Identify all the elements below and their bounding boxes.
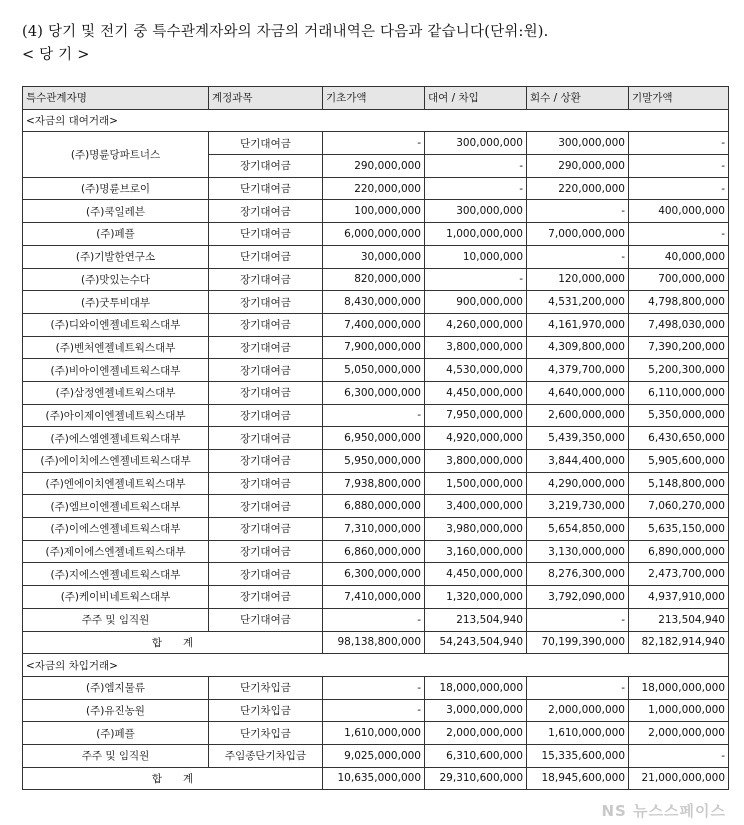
collect-value: 300,000,000	[527, 132, 629, 155]
party-name: (주)굿투비대부	[23, 291, 209, 314]
party-name: (주)삼정엔젤네트웍스대부	[23, 381, 209, 404]
account-name: 장기대여금	[209, 495, 323, 518]
party-name: (주)에이치에스엔젤네트웍스대부	[23, 450, 209, 473]
account-name: 단기대여금	[209, 223, 323, 246]
party-name: (주)엠지물류	[23, 676, 209, 699]
publisher-watermark: NS 뉴스스페이스	[601, 802, 726, 820]
total-lend: 54,243,504,940	[425, 631, 527, 654]
table-row	[23, 200, 729, 223]
beginning-value: 7,310,000,000	[323, 518, 425, 541]
total-beginning: 98,138,800,000	[323, 631, 425, 654]
lend-value: 1,320,000,000	[425, 586, 527, 609]
collect-value: -	[527, 245, 629, 268]
lend-value: 4,920,000,000	[425, 427, 527, 450]
table-row	[23, 245, 729, 268]
party-name: 주주 및 임직원	[23, 744, 209, 767]
account-name: 장기대여금	[209, 450, 323, 473]
ending-value: 7,390,200,000	[629, 336, 729, 359]
ending-value: 4,798,800,000	[629, 291, 729, 314]
ending-value: 5,200,300,000	[629, 359, 729, 382]
table-row	[23, 427, 729, 450]
table-row	[23, 744, 729, 767]
collect-value: 4,379,700,000	[527, 359, 629, 382]
beginning-value: 6,000,000,000	[323, 223, 425, 246]
section-heading: (4) 당기 및 전기 중 특수관계자와의 자금의 거래내역은 다음과 같습니다(단위:원).	[22, 24, 549, 40]
beginning-value: 290,000,000	[323, 155, 425, 178]
party-name: (주)맛있는수다	[23, 268, 209, 291]
lend-value: 3,160,000,000	[425, 540, 527, 563]
table-row	[23, 404, 729, 427]
ending-value: 7,498,030,000	[629, 313, 729, 336]
total-label: 합 계	[23, 631, 323, 654]
ending-value: 5,635,150,000	[629, 518, 729, 541]
account-name: 장기대여금	[209, 268, 323, 291]
table-row	[23, 472, 729, 495]
party-name: (주)기발한연구소	[23, 245, 209, 268]
beginning-value: 7,410,000,000	[323, 586, 425, 609]
lend-value: 4,450,000,000	[425, 563, 527, 586]
table-row	[23, 132, 729, 155]
table-row	[23, 563, 729, 586]
table-row	[23, 450, 729, 473]
table-row	[23, 177, 729, 200]
beginning-value: -	[323, 699, 425, 722]
account-name: 장기대여금	[209, 472, 323, 495]
beginning-value: 5,050,000,000	[323, 359, 425, 382]
table-row	[23, 608, 729, 631]
collect-value: -	[527, 200, 629, 223]
beginning-value: 6,880,000,000	[323, 495, 425, 518]
lend-value: 18,000,000,000	[425, 676, 527, 699]
total-repay: 18,945,600,000	[527, 767, 629, 790]
lend-value: 1,500,000,000	[425, 472, 527, 495]
collect-value: 15,335,600,000	[527, 744, 629, 767]
ending-value: -	[629, 744, 729, 767]
collect-value: 2,000,000,000	[527, 699, 629, 722]
beginning-value: 6,950,000,000	[323, 427, 425, 450]
beginning-value: -	[323, 132, 425, 155]
beginning-value: -	[323, 676, 425, 699]
collect-value: 290,000,000	[527, 155, 629, 178]
ending-value: -	[629, 132, 729, 155]
ending-value: 1,000,000,000	[629, 699, 729, 722]
beginning-value: 6,860,000,000	[323, 540, 425, 563]
lend-value: 10,000,000	[425, 245, 527, 268]
ending-value: 7,060,270,000	[629, 495, 729, 518]
lend-value: 4,450,000,000	[425, 381, 527, 404]
party-name: (주)벤처엔젤네트웍스대부	[23, 336, 209, 359]
collect-value: 4,161,970,000	[527, 313, 629, 336]
party-name: (주)엔에이치엔젤네트웍스대부	[23, 472, 209, 495]
ending-value: -	[629, 155, 729, 178]
table-row	[23, 291, 729, 314]
ending-value: -	[629, 223, 729, 246]
lend-value: -	[425, 177, 527, 200]
section-label: <자금의 대여거래>	[23, 109, 729, 132]
account-name: 장기대여금	[209, 540, 323, 563]
account-name: 단기대여금	[209, 608, 323, 631]
beginning-value: 820,000,000	[323, 268, 425, 291]
account-name: 주임종단기차입금	[209, 744, 323, 767]
col-header-party: 특수관계자명	[23, 87, 209, 110]
collect-value: -	[527, 608, 629, 631]
ending-value: 6,430,650,000	[629, 427, 729, 450]
total-borrow: 29,310,600,000	[425, 767, 527, 790]
lend-value: 6,310,600,000	[425, 744, 527, 767]
col-header-lend-borrow: 대여 / 차입	[425, 87, 527, 110]
lend-value: -	[425, 155, 527, 178]
total-label: 합 계	[23, 767, 323, 790]
ending-value: 6,110,000,000	[629, 381, 729, 404]
party-name: (주)케이비네트웍스대부	[23, 586, 209, 609]
collect-value: -	[527, 676, 629, 699]
collect-value: 3,844,400,000	[527, 450, 629, 473]
party-name: (주)쿡일레븐	[23, 200, 209, 223]
lend-value: 3,400,000,000	[425, 495, 527, 518]
ending-value: 2,000,000,000	[629, 722, 729, 745]
account-name: 장기대여금	[209, 381, 323, 404]
total-ending: 21,000,000,000	[629, 767, 729, 790]
collect-value: 5,654,850,000	[527, 518, 629, 541]
table-row	[23, 381, 729, 404]
section-row-lending	[23, 109, 729, 132]
lend-value: 3,000,000,000	[425, 699, 527, 722]
table-row	[23, 518, 729, 541]
account-name: 장기대여금	[209, 336, 323, 359]
party-name: (주)비아이엔젤네트웍스대부	[23, 359, 209, 382]
collect-value: 120,000,000	[527, 268, 629, 291]
account-name: 단기차입금	[209, 699, 323, 722]
party-name: (주)페플	[23, 223, 209, 246]
table-row	[23, 540, 729, 563]
collect-value: 8,276,300,000	[527, 563, 629, 586]
lend-value: 4,530,000,000	[425, 359, 527, 382]
account-name: 장기대여금	[209, 563, 323, 586]
lend-value: 3,800,000,000	[425, 450, 527, 473]
account-name: 단기차입금	[209, 722, 323, 745]
beginning-value: 8,430,000,000	[323, 291, 425, 314]
table-row	[23, 495, 729, 518]
related-party-fund-table	[22, 86, 729, 790]
beginning-value: 30,000,000	[323, 245, 425, 268]
total-row-lending	[23, 631, 729, 654]
ending-value: 213,504,940	[629, 608, 729, 631]
table-row	[23, 313, 729, 336]
total-row-borrowing	[23, 767, 729, 790]
table-row	[23, 223, 729, 246]
lend-value: 3,800,000,000	[425, 336, 527, 359]
party-name: 주주 및 임직원	[23, 608, 209, 631]
col-header-beginning: 기초가액	[323, 87, 425, 110]
ending-value: 5,350,000,000	[629, 404, 729, 427]
party-name: (주)이에스엔젤네트웍스대부	[23, 518, 209, 541]
account-name: 장기대여금	[209, 427, 323, 450]
ending-value: 400,000,000	[629, 200, 729, 223]
party-name: (주)페플	[23, 722, 209, 745]
ending-value: 40,000,000	[629, 245, 729, 268]
total-beginning: 10,635,000,000	[323, 767, 425, 790]
collect-value: 3,130,000,000	[527, 540, 629, 563]
beginning-value: 7,900,000,000	[323, 336, 425, 359]
account-name: 장기대여금	[209, 586, 323, 609]
table-row	[23, 336, 729, 359]
table-row	[23, 722, 729, 745]
party-name: (주)엠브이엔젤네트웍스대부	[23, 495, 209, 518]
section-row-borrowing	[23, 654, 729, 677]
beginning-value: -	[323, 404, 425, 427]
beginning-value: 100,000,000	[323, 200, 425, 223]
beginning-value: 6,300,000,000	[323, 381, 425, 404]
section-label: <자금의 차입거래>	[23, 654, 729, 677]
beginning-value: -	[323, 608, 425, 631]
account-name: 장기대여금	[209, 291, 323, 314]
collect-value: 4,640,000,000	[527, 381, 629, 404]
lend-value: 2,000,000,000	[425, 722, 527, 745]
account-name: 장기대여금	[209, 404, 323, 427]
lend-value: 4,260,000,000	[425, 313, 527, 336]
party-name: (주)디와이엔젤네트웍스대부	[23, 313, 209, 336]
account-name: 단기차입금	[209, 676, 323, 699]
ending-value: 700,000,000	[629, 268, 729, 291]
lend-value: -	[425, 268, 527, 291]
collect-value: 2,600,000,000	[527, 404, 629, 427]
account-name: 장기대여금	[209, 313, 323, 336]
lend-value: 900,000,000	[425, 291, 527, 314]
table-row	[23, 676, 729, 699]
ending-value: 5,148,800,000	[629, 472, 729, 495]
collect-value: 7,000,000,000	[527, 223, 629, 246]
collect-value: 4,531,200,000	[527, 291, 629, 314]
ending-value: 2,473,700,000	[629, 563, 729, 586]
col-header-account: 계정과목	[209, 87, 323, 110]
beginning-value: 7,400,000,000	[323, 313, 425, 336]
table-header-row	[23, 87, 729, 110]
beginning-value: 9,025,000,000	[323, 744, 425, 767]
lend-value: 300,000,000	[425, 200, 527, 223]
ending-value: 5,905,600,000	[629, 450, 729, 473]
table-row	[23, 359, 729, 382]
lend-value: 7,950,000,000	[425, 404, 527, 427]
ending-value: -	[629, 177, 729, 200]
period-heading: < 당 기 >	[22, 47, 90, 63]
lend-value: 300,000,000	[425, 132, 527, 155]
collect-value: 3,219,730,000	[527, 495, 629, 518]
party-name: (주)에스엠엔젤네트웍스대부	[23, 427, 209, 450]
beginning-value: 5,950,000,000	[323, 450, 425, 473]
total-ending: 82,182,914,940	[629, 631, 729, 654]
beginning-value: 7,938,800,000	[323, 472, 425, 495]
table-row	[23, 699, 729, 722]
account-name: 단기대여금	[209, 177, 323, 200]
collect-value: 220,000,000	[527, 177, 629, 200]
collect-value: 3,792,090,000	[527, 586, 629, 609]
account-name: 장기대여금	[209, 359, 323, 382]
table-row	[23, 268, 729, 291]
party-name: (주)아이제이엔젤네트웍스대부	[23, 404, 209, 427]
account-name: 장기대여금	[209, 155, 323, 178]
beginning-value: 1,610,000,000	[323, 722, 425, 745]
table-row	[23, 586, 729, 609]
collect-value: 4,290,000,000	[527, 472, 629, 495]
total-collect: 70,199,390,000	[527, 631, 629, 654]
party-name: (주)명륜당파트너스	[23, 132, 209, 177]
lend-value: 3,980,000,000	[425, 518, 527, 541]
ending-value: 6,890,000,000	[629, 540, 729, 563]
ending-value: 4,937,910,000	[629, 586, 729, 609]
account-name: 장기대여금	[209, 518, 323, 541]
party-name: (주)지에스엔젤네트웍스대부	[23, 563, 209, 586]
collect-value: 5,439,350,000	[527, 427, 629, 450]
ending-value: 18,000,000,000	[629, 676, 729, 699]
account-name: 단기대여금	[209, 132, 323, 155]
lend-value: 1,000,000,000	[425, 223, 527, 246]
col-header-ending: 기말가액	[629, 87, 729, 110]
col-header-collect-repay: 회수 / 상환	[527, 87, 629, 110]
beginning-value: 6,300,000,000	[323, 563, 425, 586]
collect-value: 4,309,800,000	[527, 336, 629, 359]
beginning-value: 220,000,000	[323, 177, 425, 200]
party-name: (주)유진농원	[23, 699, 209, 722]
party-name: (주)제이에스엔젤네트웍스대부	[23, 540, 209, 563]
account-name: 장기대여금	[209, 200, 323, 223]
party-name: (주)명륜브로이	[23, 177, 209, 200]
account-name: 단기대여금	[209, 245, 323, 268]
collect-value: 1,610,000,000	[527, 722, 629, 745]
lend-value: 213,504,940	[425, 608, 527, 631]
